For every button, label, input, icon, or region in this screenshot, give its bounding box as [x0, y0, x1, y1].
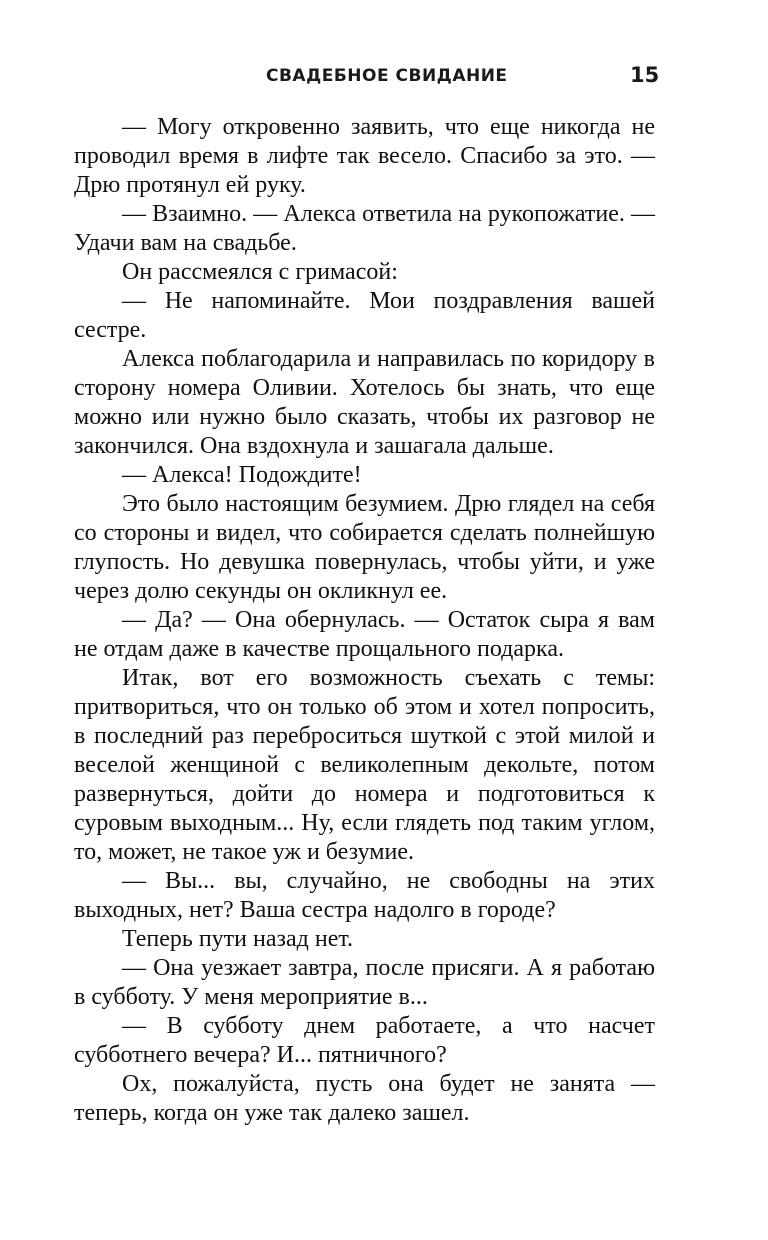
paragraph: Он рассмеялся с гримасой: [122, 259, 398, 285]
paragraph: — Могу откровенно заявить, что еще никогда не проводил время в лифте так весело. Спасибо за это. — Дрю протянул ей руку. [74, 114, 655, 198]
paragraph: Теперь пути назад нет. [122, 926, 354, 952]
paragraph: — Она уезжает завтра, после присяги. А я работаю в субботу. У меня мероприятие в... [74, 955, 655, 1010]
body-text [74, 113, 655, 1128]
paragraph: Ох, пожалуйста, пусть она будет не занята — теперь, когда он уже так далеко зашел. [74, 1071, 655, 1126]
paragraph: — В субботу днем работаете, а что насчет субботнего вечера? И... пятничного? [74, 1013, 655, 1068]
paragraph: — Вы... вы, случайно, не свободны на этих выходных, нет? Ваша сестра надолго в городе? [74, 868, 655, 923]
paragraph: Итак, вот его возможность съехать с темы: притвориться, что он только об этом и хотел попросить, в последний раз переброситься шуткой с этой милой и веселой женщиной с великолепным декольте, потом развернуться, дойти до номера и подготовиться к суровым выходным... Ну, если глядеть под таким углом, то, может, не такое уж и безумие. [74, 665, 655, 865]
paragraph: — Взаимно. — Алекса ответила на рукопожатие. — Удачи вам на свадьбе. [74, 201, 655, 256]
paragraph: Алекса поблагодарила и направилась по коридору в сторону номера Оливии. Хотелось бы знать, что еще можно или нужно было сказать, чтобы их разговор не закончился. Она вздохнула и зашагала дальше. [74, 346, 655, 459]
paragraph: — Да? — Она обернулась. — Остаток сыра я вам не отдам даже в качестве прощального подарка. [74, 607, 655, 662]
paragraph: — Алекса! Подождите! [122, 462, 362, 488]
page-number: 15 [630, 63, 660, 87]
paragraph: Это было настоящим безумием. Дрю глядел на себя со стороны и видел, что собирается сделать полнейшую глупость. Но девушка повернулась, чтобы уйти, и уже через долю секунды он окликнул ее. [74, 491, 655, 604]
paragraph: — Не напоминайте. Мои поздравления вашей сестре. [74, 288, 655, 343]
running-title: СВАДЕБНОЕ СВИДАНИЕ [266, 66, 508, 86]
